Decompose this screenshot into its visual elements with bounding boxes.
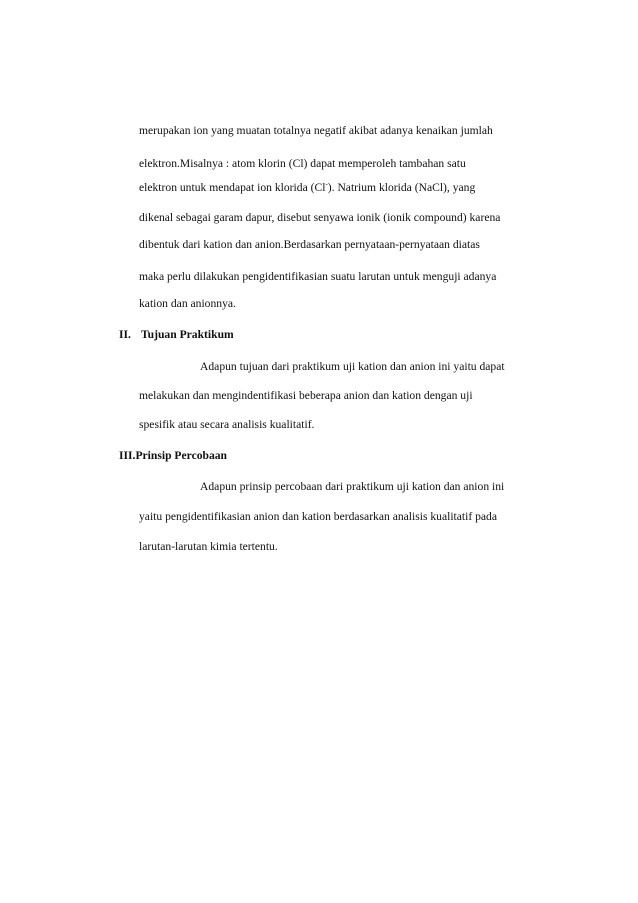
chloride-charge-superscript: - [325, 180, 328, 189]
section-2-number: II. [119, 328, 131, 341]
intro-line-3-head: elektron untuk mendapat ion klorida (Cl [139, 181, 326, 194]
intro-line-1: merupakan ion yang muatan totalnya negatif akibat adanya kenaikan jumlah [139, 124, 493, 137]
section-3-number: III. [119, 449, 136, 462]
section-2-line-1: Adapun tujuan dari praktikum uji kation dan anion ini yaitu dapat [200, 360, 505, 373]
intro-line-7: kation dan anionnya. [139, 297, 236, 310]
section-2-line-2: melakukan dan mengindentifikasi beberapa anion dan kation dengan uji [139, 389, 473, 402]
intro-line-3-tail: ). Natrium klorida (NaCl), yang [327, 181, 476, 194]
intro-line-3 [139, 181, 475, 195]
section-3-heading [119, 449, 227, 463]
section-2-line-3: spesifik atau secara analisis kualitatif. [139, 418, 315, 431]
section-3-line-3: larutan-larutan kimia tertentu. [139, 540, 278, 553]
section-3-line-1: Adapun prinsip percobaan dari praktikum uji kation dan anion ini [200, 480, 505, 493]
section-3-title: Prinsip Percobaan [135, 449, 228, 462]
intro-line-4: dikenal sebagai garam dapur, disebut senyawa ionik (ionik compound) karena [139, 211, 501, 224]
section-2-heading [119, 328, 234, 342]
intro-line-2: elektron.Misalnya : atom klorin (Cl) dapat memperoleh tambahan satu [139, 157, 466, 170]
section-2-title: Tujuan Praktikum [141, 328, 234, 341]
intro-line-5: dibentuk dari kation dan anion.Berdasarkan pernyataan-pernyataan diatas [139, 238, 480, 251]
intro-line-6: maka perlu dilakukan pengidentifikasian suatu larutan untuk menguji adanya [139, 270, 497, 283]
section-3-line-2: yaitu pengidentifikasian anion dan kation berdasarkan analisis kualitatif pada [139, 510, 498, 523]
